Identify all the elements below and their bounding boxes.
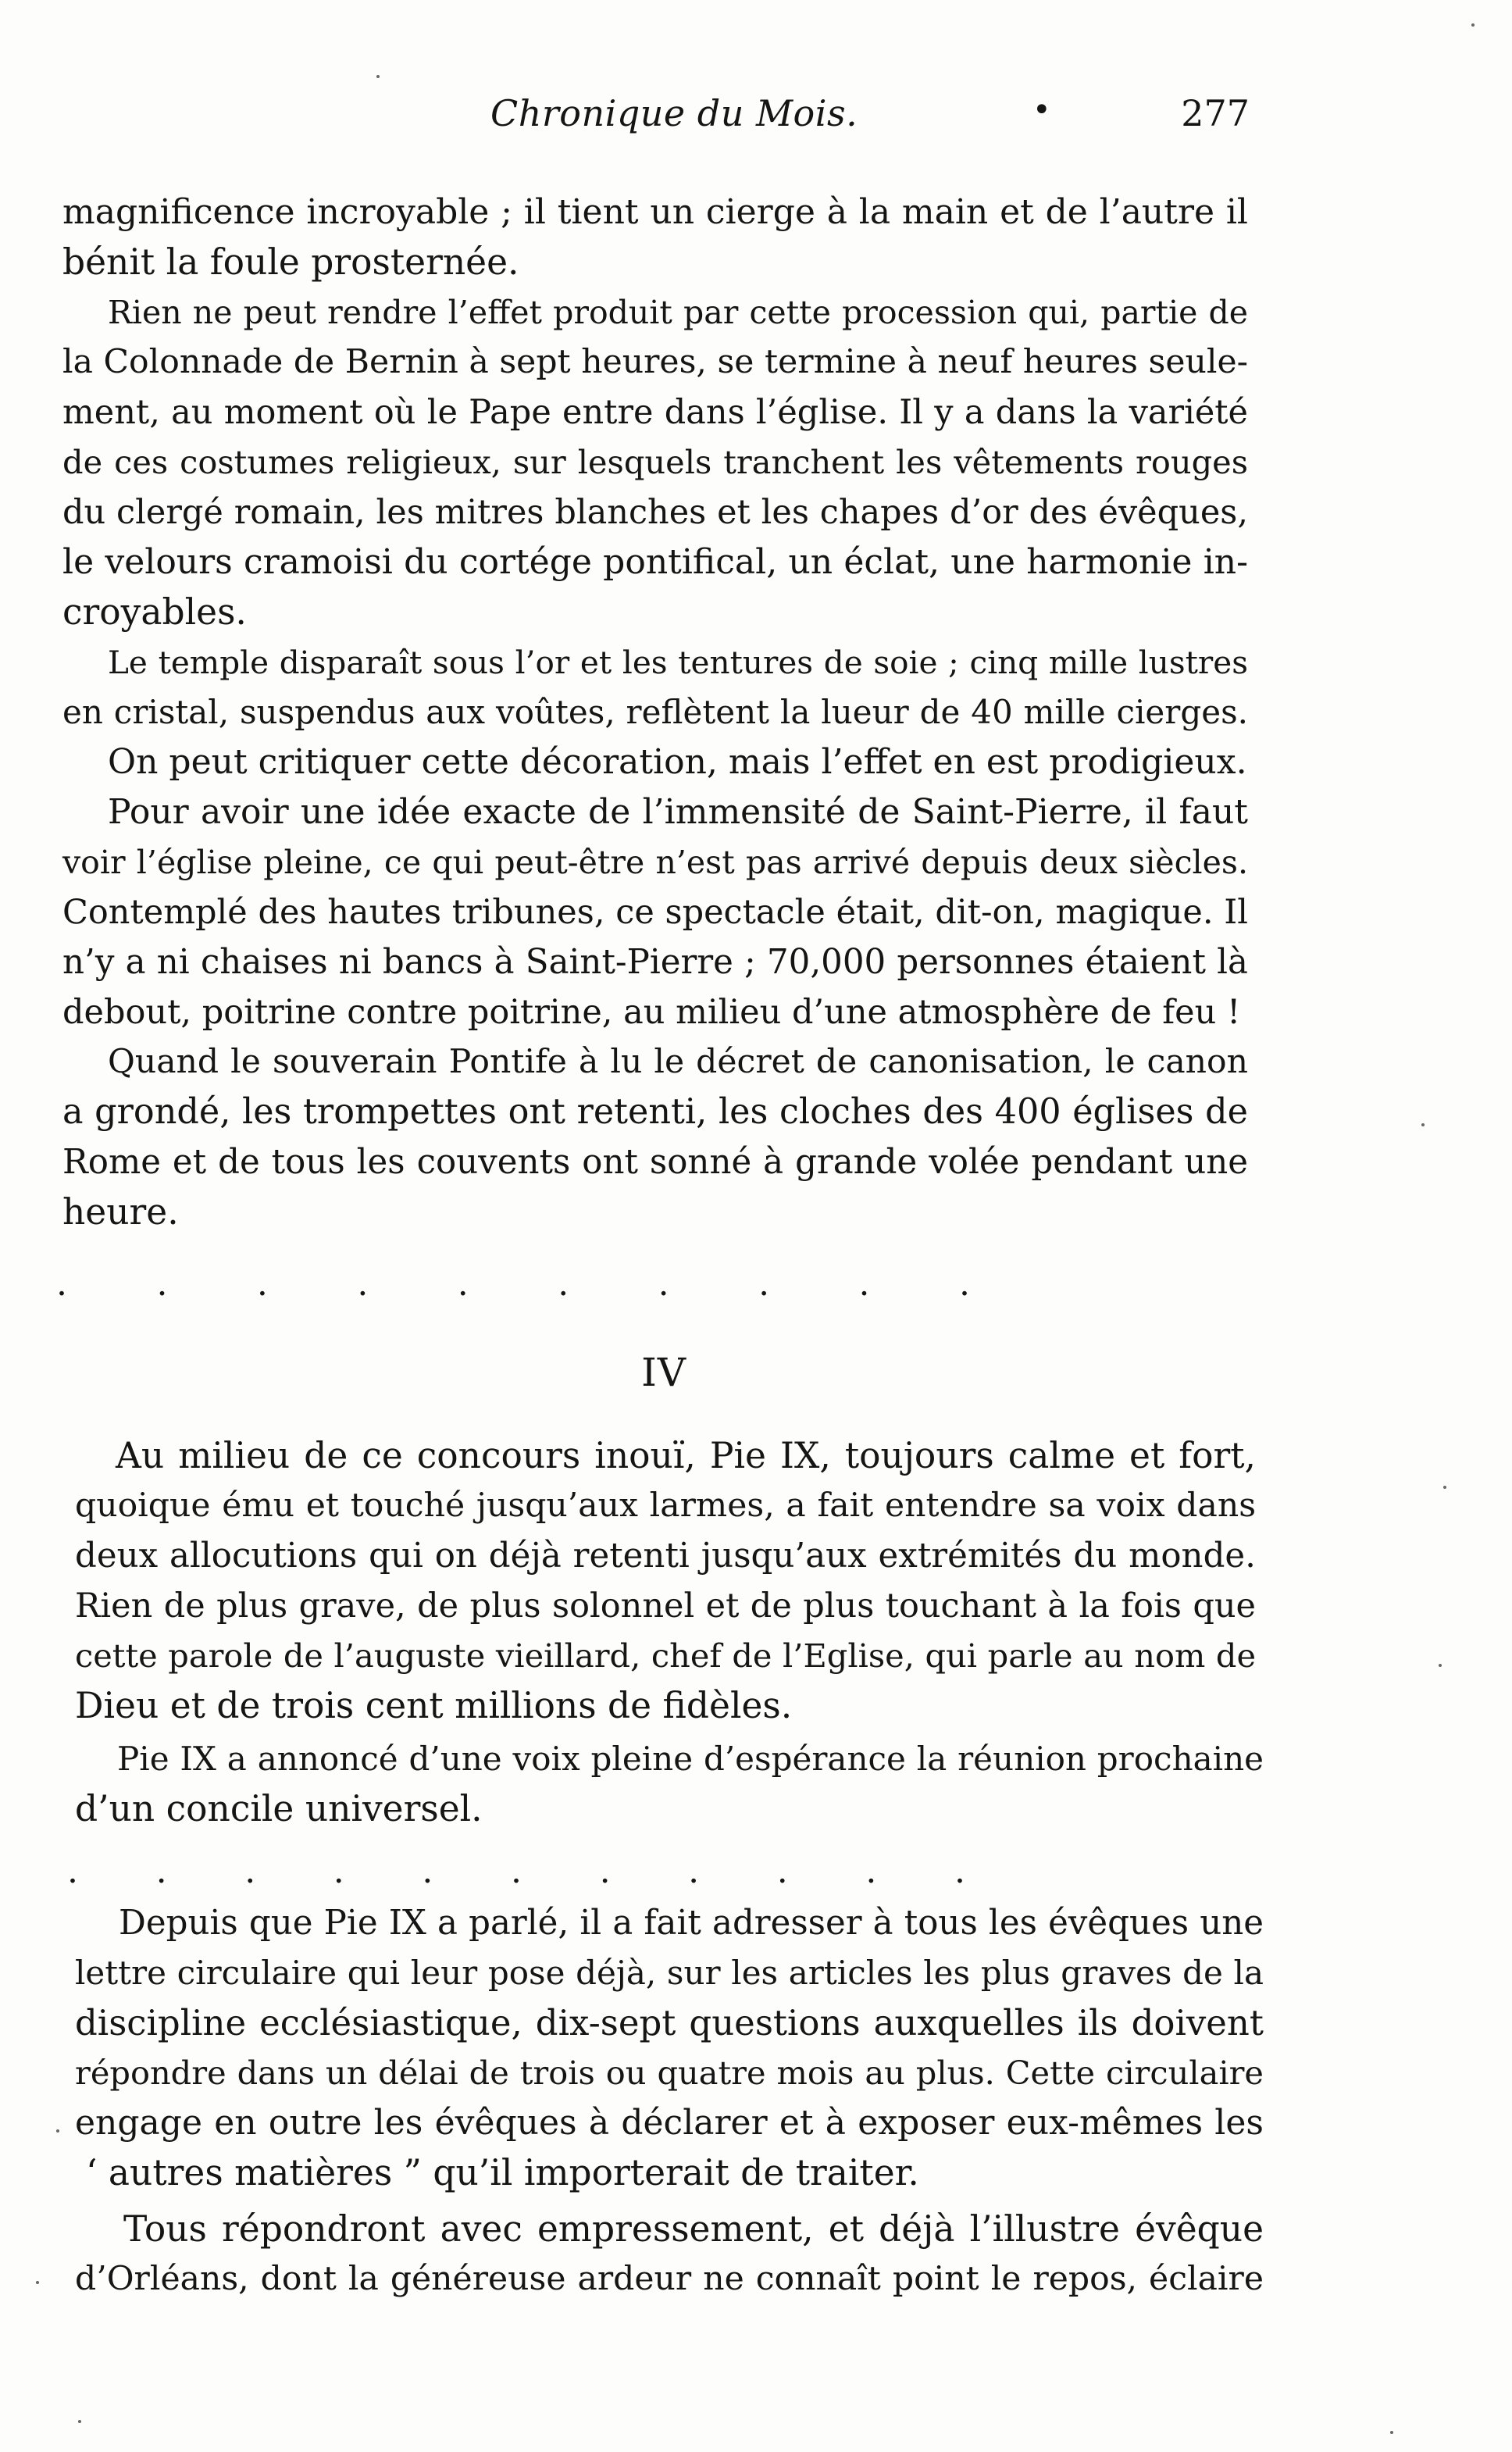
ellipsis-separator: . . . . . . . . . .: [56, 1264, 970, 1304]
print-speck: [36, 2281, 39, 2284]
text-line: Tous répondront avec empressement, et déjà l’illustre évêque: [123, 2208, 1264, 2250]
text-line: discipline ecclésiastique, dix-sept questions auxquelles ils doivent: [75, 2002, 1264, 2043]
text-line: Le temple disparaît sous l’or et les tentures de soie ; cinq mille lustres: [108, 644, 1248, 681]
print-speck: [1443, 1486, 1446, 1489]
print-speck: [1471, 23, 1475, 27]
text-line: n’y a ni chaises ni bancs à Saint-Pierre ; 70,000 personnes étaient là: [62, 943, 1248, 982]
text-line: bénit la foule prosternée.: [62, 241, 519, 283]
text-line: Contemplé des hautes tribunes, ce spectacle était, dit-on, magique. Il: [62, 893, 1248, 932]
text-line: quoique ému et touché jusqu’aux larmes, a fait entendre sa voix dans: [75, 1487, 1256, 1525]
ellipsis-separator: . . . . . . . . . . .: [67, 1851, 965, 1891]
text-line: Pour avoir une idée exacte de l’immensité de Saint-Pierre, il faut: [108, 792, 1248, 832]
text-line: ment, au moment où le Pape entre dans l’église. Il y a dans la variété: [62, 393, 1248, 432]
page-header: [62, 92, 1250, 155]
text-line: Rien de plus grave, de plus solonnel et de plus touchant à la fois que: [75, 1586, 1256, 1626]
print-speck: [1439, 1664, 1442, 1667]
text-line: le velours cramoisi du cortége pontifical, un éclat, une harmonie in-: [62, 542, 1248, 582]
text-line: la Colonnade de Bernin à sept heures, se termine à neuf heures seule-: [62, 343, 1248, 381]
text-line: On peut critiquer cette décoration, mais l’effet en est prodigieux.: [108, 742, 1247, 782]
text-line: de ces costumes religieux, sur lesquels tranchent les vêtements rouges: [62, 443, 1248, 481]
text-line: Quand le souverain Pontife à lu le décret de canonisation, le canon: [108, 1043, 1248, 1081]
text-line: magnificence incroyable ; il tient un cierge à la main et de l’autre il: [62, 192, 1248, 232]
text-line: debout, poitrine contre poitrine, au milieu d’une atmosphère de feu !: [62, 993, 1241, 1032]
text-line: Rome et de tous les couvents ont sonné à grande volée pendant une: [62, 1143, 1248, 1182]
print-speck: [376, 75, 380, 78]
text-line: a grondé, les trompettes ont retenti, les cloches des 400 églises de: [62, 1092, 1248, 1132]
text-line: deux allocutions qui on déjà retenti jusqu’aux extrémités du monde.: [75, 1537, 1256, 1576]
text-line: Rien ne peut rendre l’effet produit par cette procession qui, partie de: [108, 294, 1248, 331]
header-ornament-dot: •: [1032, 92, 1051, 128]
text-line: voir l’église pleine, ce qui peut-être n’est pas arrivé depuis deux siècles.: [62, 844, 1248, 881]
section-heading: IV: [641, 1350, 686, 1395]
text-line: croyables.: [62, 591, 247, 633]
text-line: Au milieu de ce concours inouï, Pie IX, toujours calme et fort,: [116, 1435, 1256, 1476]
text-line: répondre dans un délai de trois ou quatre mois au plus. Cette circulaire: [75, 2054, 1264, 2092]
text-line: heure.: [62, 1191, 179, 1233]
print-speck: [56, 2129, 59, 2133]
text-line: Dieu et de trois cent millions de fidèles.: [75, 1685, 793, 1726]
text-line: lettre circulaire qui leur pose déjà, sur les articles les plus graves de la: [75, 1954, 1264, 1992]
text-line: engage en outre les évêques à déclarer et à exposer eux-mêmes les: [75, 2103, 1264, 2143]
print-speck: [1390, 2431, 1393, 2434]
text-line: du clergé romain, les mitres blanches et les chapes d’or des évêques,: [62, 493, 1248, 532]
text-line: en cristal, suspendus aux voûtes, reflètent la lueur de 40 mille cierges.: [62, 693, 1248, 731]
page-number: 277: [1181, 92, 1250, 134]
text-line: Pie IX a annoncé d’une voix pleine d’espérance la réunion prochaine: [117, 1740, 1264, 1778]
text-line: Depuis que Pie IX a parlé, il a fait adresser à tous les évêques une: [119, 1904, 1264, 1943]
running-title: Chronique du Mois.: [490, 92, 858, 134]
text-line: d’un concile universel.: [75, 1788, 483, 1829]
print-speck: [1421, 1123, 1425, 1126]
text-line: ‘ autres matières ” qu’il importerait de traiter.: [86, 2152, 919, 2193]
print-speck: [78, 2420, 81, 2423]
text-line: d’Orléans, dont la généreuse ardeur ne connaît point le repos, éclaire: [75, 2260, 1264, 2298]
text-line: cette parole de l’auguste vieillard, chef de l’Eglise, qui parle au nom de: [75, 1636, 1256, 1675]
